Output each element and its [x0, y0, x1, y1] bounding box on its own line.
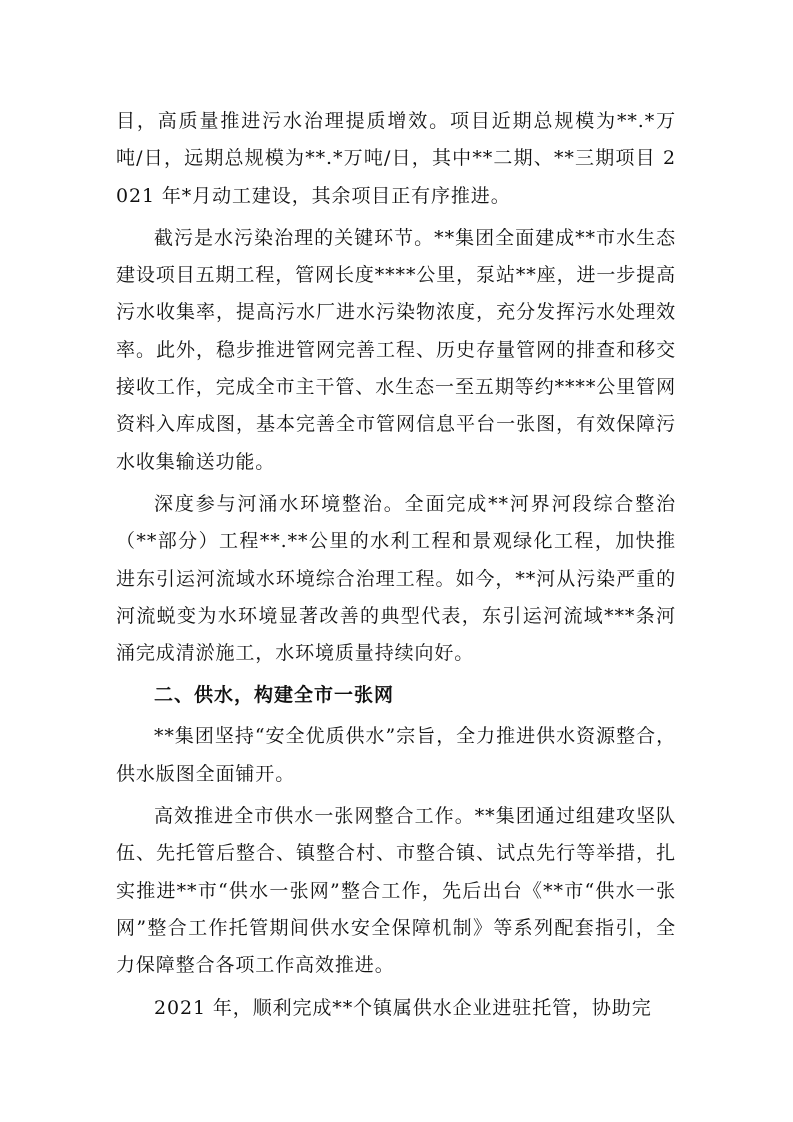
paragraph-supply-intro: **集团坚持“安全优质供水”宗旨，全力推进供水资源整合，供水版图全面铺开。: [116, 725, 676, 785]
paragraph-supply-integration: 高效推进全市供水一张网整合工作。**集团通过组建攻坚队伍、先托管后整合、镇整合村、市整合镇、试点先行等举措，扎实推进**市“供水一张网”整合工作，先后出台《**市“供水一张网”整合工作托管期间供水安全保障机制》等系列配套指引，全力保障整合各项工作高效推进。: [116, 805, 676, 977]
paragraph-river-remediation: 深度参与河涌水环境整治。全面完成**河界河段综合整治（**部分）工程**.**公里的水利工程和景观绿化工程，加快推进东引运河流域水环境综合治理工程。如今，**河从污染严重的河流蜕变为水环境显著改善的典型代表，东引运河流域***条河涌完成清淤施工，水环境质量持续向好。: [116, 492, 676, 665]
paragraph-continued: 目，高质量推进污水治理提质增效。项目近期总规模为**.*万吨/日，远期总规模为**.*万吨/日，其中**二期、**三期项目 2021 年*月动工建设，其余项目正有序推进。: [116, 110, 676, 207]
paragraph-2021-progress: 2021 年，顺利完成**个镇属供水企业进驻托管，协助完: [154, 996, 652, 1019]
section-heading-water-supply: 二、供水，构建全市一张网: [154, 684, 395, 707]
paragraph-interception: 截污是水污染治理的关键环节。**集团全面建成**市水生态建设项目五期工程，管网长度****公里，泵站**座，进一步提高污水收集率，提高污水厂进水污染物浓度，充分发挥污水处理效率。此外，稳步推进管网完善工程、历史存量管网的排查和移交接收工作，完成全市主干管、水生态一至五期等约****公里管网资料入库成图，基本完善全市管网信息平台一张图，有效保障污水收集输送功能。: [116, 226, 676, 473]
document-body: [116, 103, 676, 1032]
